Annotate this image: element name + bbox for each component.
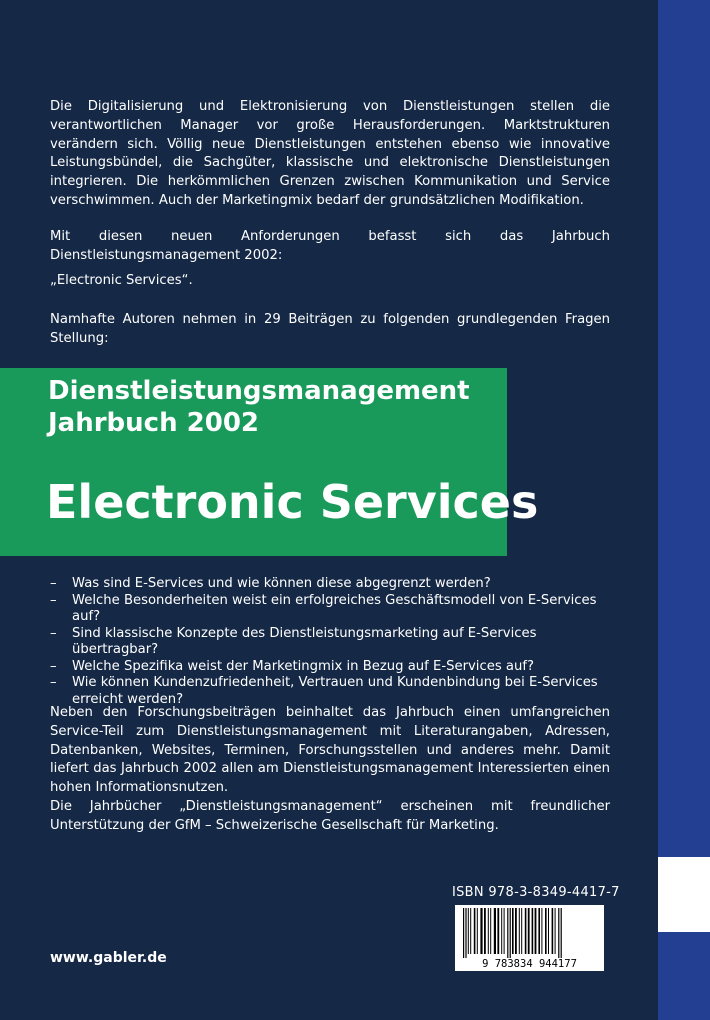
barcode-bar <box>470 908 471 954</box>
barcode-bar <box>528 908 530 954</box>
barcode <box>455 905 604 971</box>
barcode-bar <box>548 908 549 954</box>
barcode-bar <box>507 908 508 958</box>
question-text: Sind klassische Konzepte des Dienstleistungsmarketing auf E-Services übertragbar? <box>72 625 537 657</box>
publisher-website: www.gabler.de <box>50 950 167 966</box>
question-text: Welche Spezifika weist der Marketingmix in Bezug auf E-Services auf? <box>72 658 534 674</box>
isbn-number: ISBN 978-3-8349-4417-7 <box>452 885 620 900</box>
intro-paragraph-4: Namhafte Autoren nehmen in 29 Beiträgen zu folgenden grundlegenden Fragen Stellung: <box>50 312 610 346</box>
list-dash: – <box>50 625 57 641</box>
barcode-digits: 9 783834 944177 <box>482 958 577 970</box>
list-dash: – <box>50 675 57 690</box>
barcode-graphic <box>455 905 604 971</box>
barcode-bar <box>532 908 534 954</box>
book-title: Electronic Services <box>46 475 539 529</box>
intro-paragraph-2: Mit diesen neuen Anforderungen befasst sich das Jahrbuch Dienstleistungsmanagement 2002: <box>50 229 610 263</box>
barcode-bar <box>545 908 547 954</box>
barcode-bar <box>521 908 522 954</box>
barcode-bar <box>561 908 562 958</box>
barcode-bars <box>463 908 562 958</box>
barcode-bar <box>488 908 489 954</box>
outro-paragraph-2: Die Jahrbücher „Dienstleistungsmanagement“ erscheinen mit freundlicher Unterstützung der GfM – Schweizerische Gesellschaft für Marketing. <box>50 799 610 833</box>
barcode-bar <box>477 908 478 954</box>
series-title-line-1: Dienstleistungsmanagement <box>48 376 470 406</box>
barcode-bar <box>468 908 469 954</box>
outro-paragraph-1: Neben den Forschungsbeiträgen beinhaltet das Jahrbuch einen umfangreichen Service-Teil zum Dienstleistungsmanagement mit Literaturangaben, Adressen, Datenbanken, Websites, Terminen, Forschungsstellen und anderes mehr. Damit liefert das Jahrbuch 2002 allen am Dienstleistungsmanagement Interessierten einen hohen Informationsnutzen. <box>50 705 610 796</box>
question-text: Was sind E-Services und wie können diese abgegrenzt werden? <box>72 576 491 591</box>
barcode-bar <box>535 908 537 954</box>
barcode-bar <box>474 908 476 954</box>
list-dash: – <box>50 576 57 591</box>
barcode-bar <box>484 908 486 954</box>
barcode-bar <box>480 908 482 954</box>
barcode-bar <box>541 908 542 954</box>
spine-label-box <box>658 857 710 932</box>
list-item <box>50 576 610 593</box>
intro-paragraph-1: Die Digitalisierung und Elektronisierung von Dienstleistungen stellen die verantwortlichen Manager vor große Herausforderungen. Marktstrukturen verändern sich. Völlig neue Dienstleistungen entstehen ebenso wie innovative Leistungsbündel, die Sachgüter, klassische und elektronische Dienstleistungen integrieren. Die herkömmlichen Grenzen zwischen Kommunikation und Service verschwimmen. Auch der Marketingmix bedarf der grundsätzlichen Modifikation. <box>50 99 610 208</box>
question-text: Wie können Kundenzufriedenheit, Vertrauen und Kundenbindung bei E-Services erreicht werden? <box>72 675 598 707</box>
barcode-bar <box>510 908 511 958</box>
barcode-bar <box>490 908 491 954</box>
barcode-bar <box>558 908 559 958</box>
barcode-bar <box>538 908 540 954</box>
barcode-bar <box>515 908 517 954</box>
barcode-bar <box>465 908 466 958</box>
intro-paragraph-3: „Electronic Services“. <box>50 273 193 288</box>
question-text: Welche Besonderheiten weist ein erfolgreiches Geschäftsmodell von E-Services auf? <box>72 592 597 624</box>
barcode-bar <box>525 908 527 954</box>
barcode-bar <box>555 908 556 954</box>
barcode-bar <box>497 908 499 954</box>
list-item <box>50 626 610 659</box>
barcode-bar <box>519 908 520 954</box>
barcode-bar <box>504 908 505 954</box>
barcode-bar <box>501 908 502 954</box>
barcode-bar <box>512 908 514 954</box>
barcode-bar <box>552 908 554 954</box>
question-list <box>50 576 610 708</box>
list-dash: – <box>50 658 57 674</box>
barcode-bar <box>463 908 464 958</box>
barcode-bar <box>494 908 496 954</box>
list-item <box>50 659 610 676</box>
series-title-line-2: Jahrbuch 2002 <box>48 408 260 438</box>
list-item <box>50 593 610 626</box>
list-dash: – <box>50 592 57 608</box>
